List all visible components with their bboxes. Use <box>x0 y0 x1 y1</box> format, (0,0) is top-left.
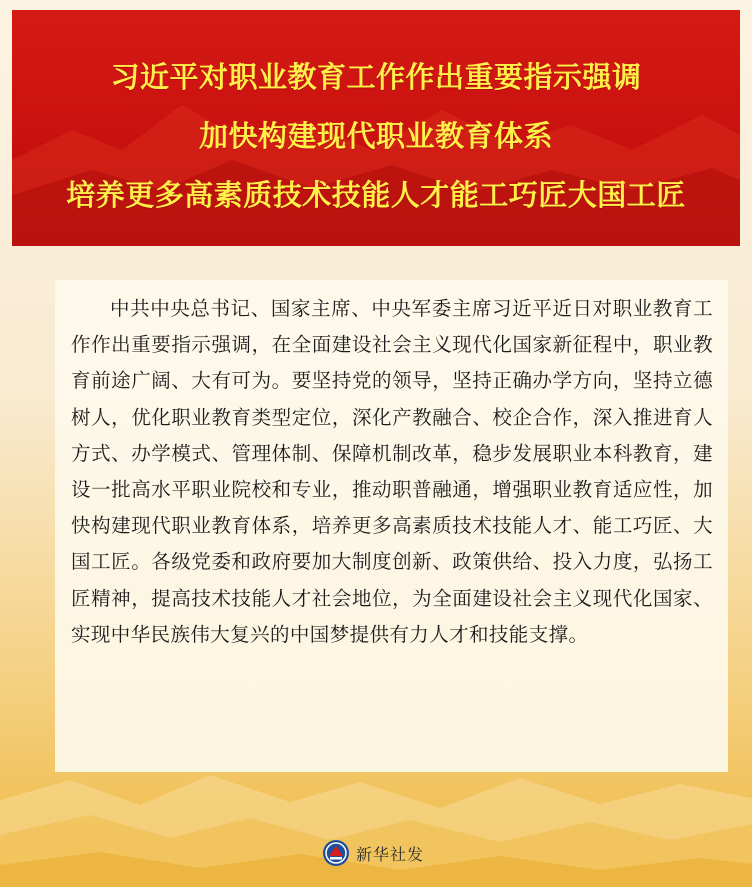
credit <box>322 838 424 868</box>
headline-line-2: 加快构建现代职业教育体系 <box>198 119 553 153</box>
headline-line-1: 习近平对职业教育工作作出重要指示强调 <box>110 60 642 94</box>
credit-text: 新华社发 <box>356 844 425 864</box>
body-text-panel <box>55 280 728 772</box>
headline-banner <box>12 10 740 246</box>
xinhua-logo-icon <box>322 839 350 867</box>
body-paragraph: 中共中央总书记、国家主席、中央军委主席习近平近日对职业教育工作作出重要指示强调，在全面建设社会主义现代化国家新征程中，职业教育前途广阔、大有可为。要坚持党的领导，坚持正确办学方向，坚持立德树人，优化职业教育类型定位，深化产教融合、校企合作，深入推进育人方式、办学模式、管理体制、保障机制改革，稳步发展职业本科教育，建设一批高水平职业院校和专业，推动职普融通，增强职业教育适应性，加快构建现代职业教育体系，培养更多高素质技术技能人才、能工巧匠、大国工匠。各级党委和政府要加大制度创新、政策供给、投入力度，弘扬工匠精神，提高技术技能人才社会地位，为全面建设社会主义现代化国家、实现中华民族伟大复兴的中国梦提供有力人才和技能支撑。 <box>71 297 713 646</box>
headline-line-3: 培养更多高素质技术技能人才能工巧匠大国工匠 <box>66 178 686 212</box>
